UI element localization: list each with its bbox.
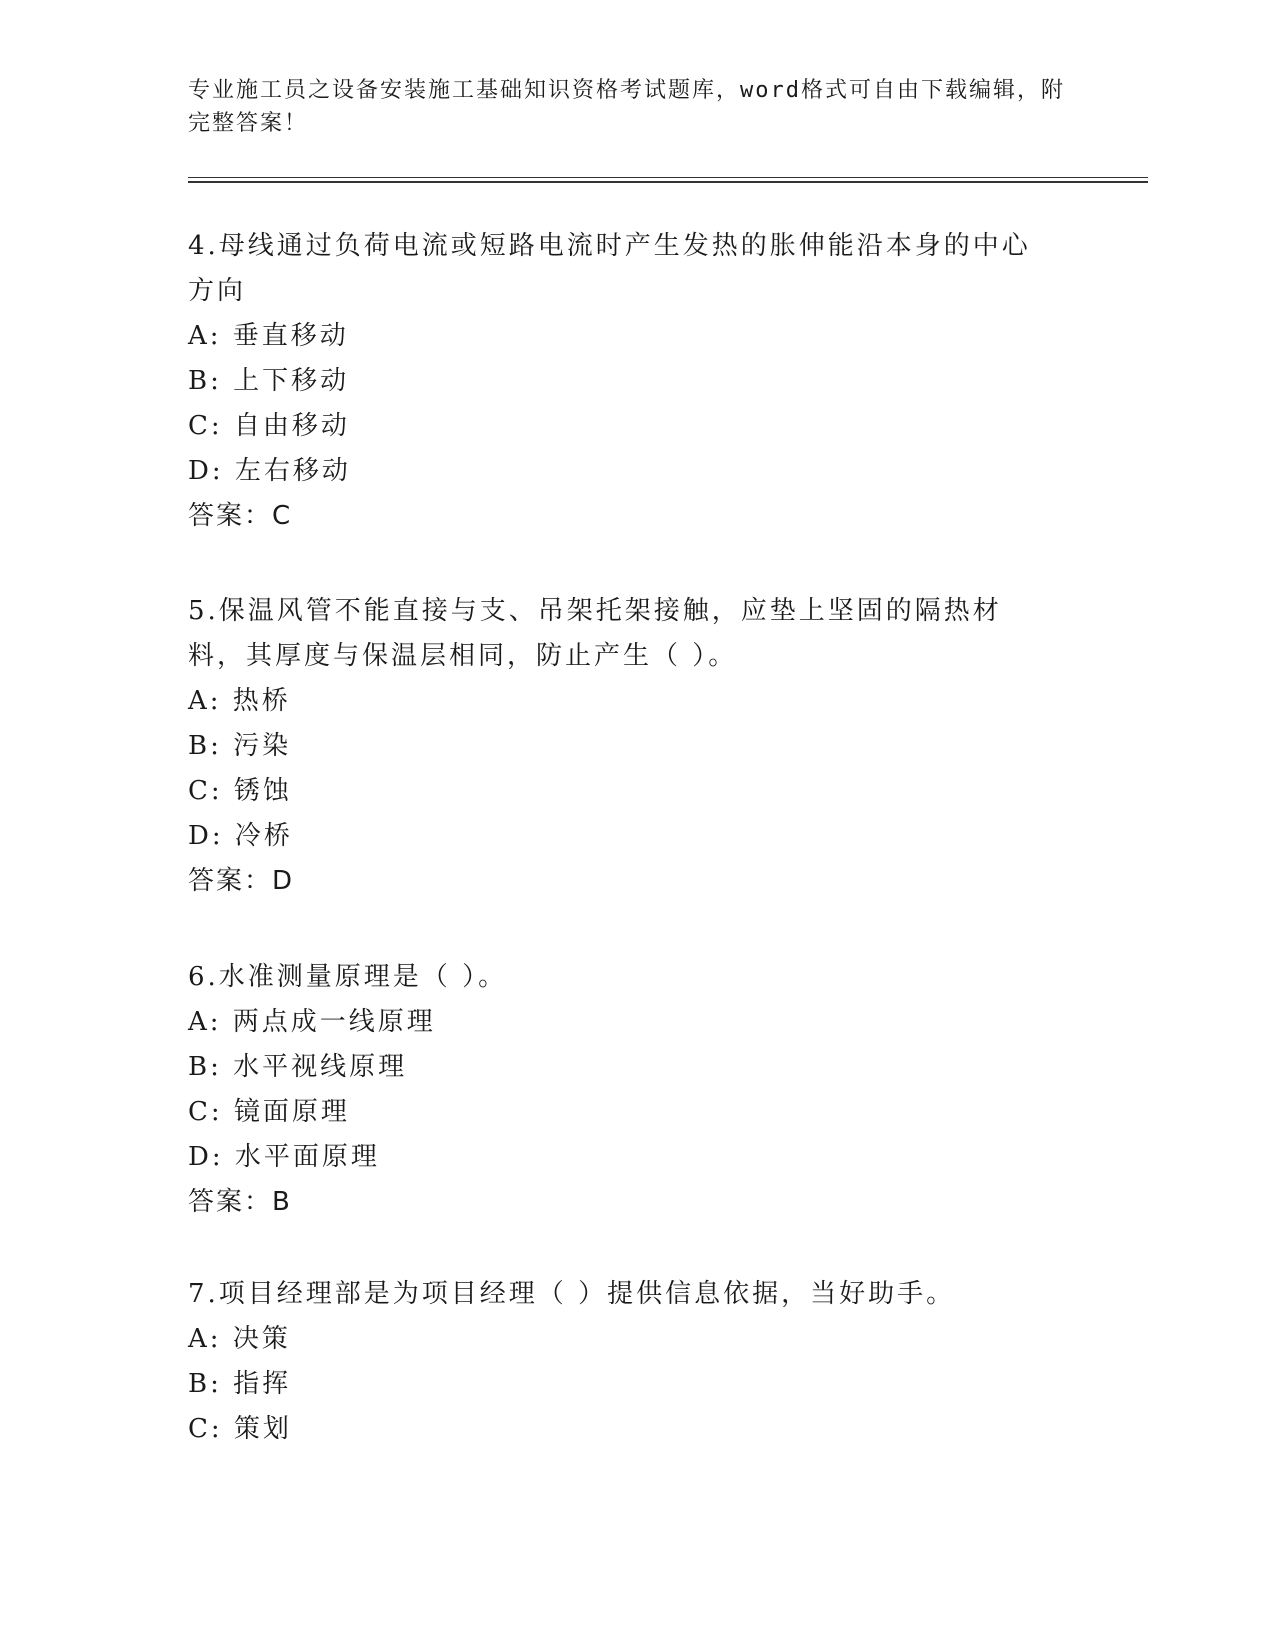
option-a: A: 两点成一线原理	[188, 1007, 436, 1037]
question-stem: 5.保温风管不能直接与支、吊架托架接触，应垫上坚固的隔热材料，其厚度与保温层相同，防止产生（ ）。	[188, 596, 1002, 671]
option-a: A: 热桥	[188, 686, 291, 716]
question-stem: 4.母线通过负荷电流或短路电流时产生发热的胀伸能沿本身的中心方向	[188, 231, 1031, 306]
question-stem: 7.项目经理部是为项目经理（ ）提供信息依据，当好助手。	[188, 1279, 956, 1309]
question-5	[188, 589, 1088, 904]
header-divider-top	[188, 177, 1148, 178]
option-c: C: 镜面原理	[188, 1097, 350, 1127]
option-b: B: 水平视线原理	[188, 1052, 408, 1082]
option-c: C: 锈蚀	[188, 776, 292, 806]
question-stem: 6.水准测量原理是（ ）。	[188, 962, 508, 992]
option-c: C: 自由移动	[188, 411, 350, 441]
answer-line: 答案：B	[188, 1187, 292, 1217]
option-b: B: 污染	[188, 731, 292, 761]
option-b: B: 指挥	[188, 1369, 292, 1399]
header-divider-bottom	[188, 181, 1148, 183]
answer-line: 答案：D	[188, 866, 295, 896]
option-a: A: 决策	[188, 1324, 291, 1354]
option-d: D: 冷桥	[188, 821, 293, 851]
option-a: A: 垂直移动	[188, 321, 349, 351]
question-7	[188, 1272, 1088, 1452]
question-6	[188, 955, 1088, 1225]
option-c: C: 策划	[188, 1414, 292, 1444]
document-header: 专业施工员之设备安装施工基础知识资格考试题库，word格式可自由下载编辑，附完整答案！	[188, 78, 1065, 136]
option-d: D: 左右移动	[188, 456, 351, 486]
answer-line: 答案：C	[188, 501, 293, 531]
option-b: B: 上下移动	[188, 366, 350, 396]
question-4	[188, 224, 1088, 539]
option-d: D: 水平面原理	[188, 1142, 380, 1172]
